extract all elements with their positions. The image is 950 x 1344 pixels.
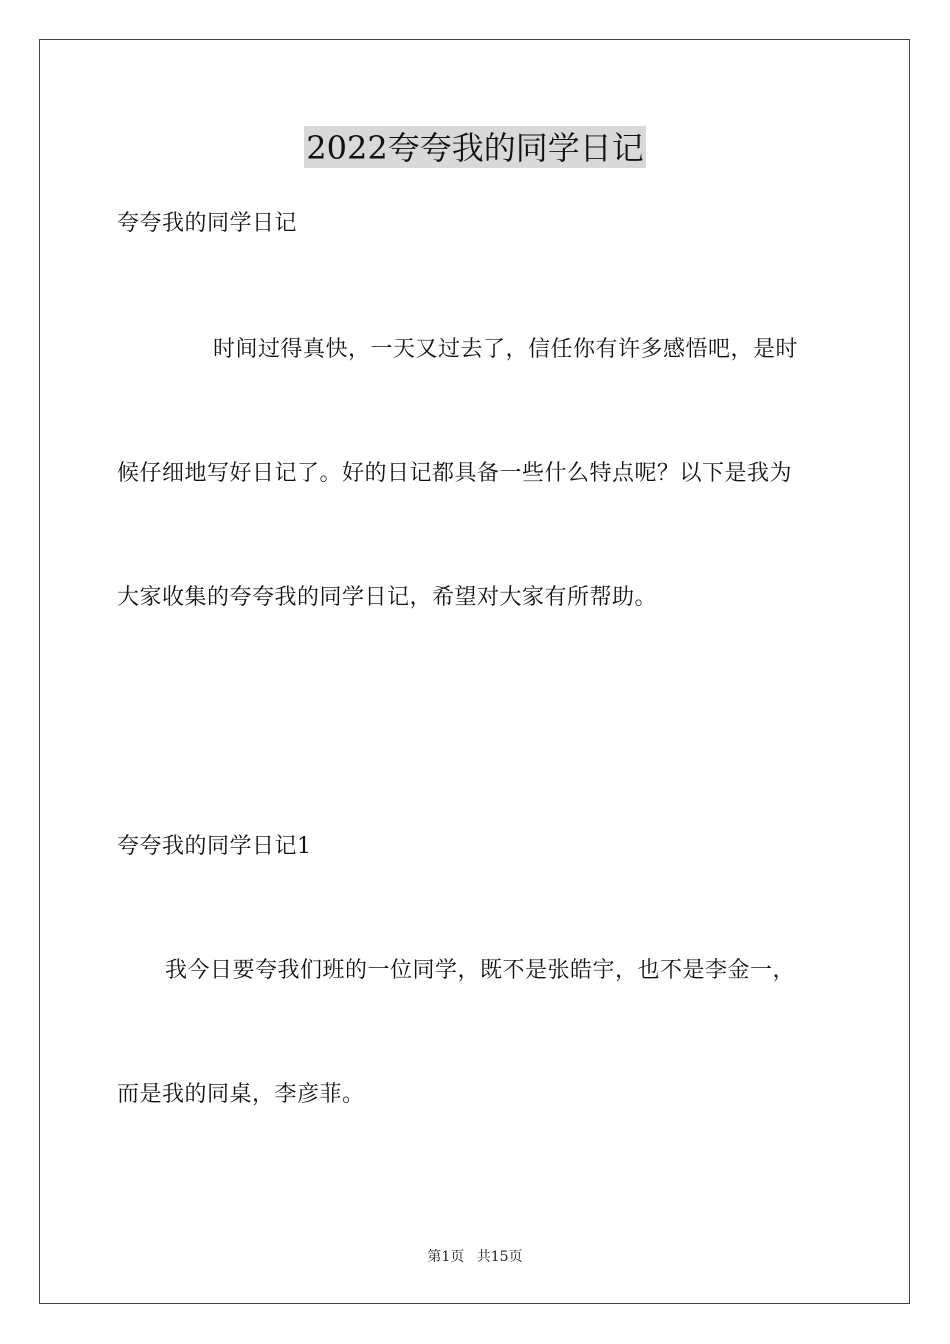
intro-line-3: 大家收集的夸夸我的同学日记，希望对大家有所帮助。: [117, 585, 658, 610]
document-title: [0, 126, 950, 168]
intro-line-1: 时间过得真快，一天又过去了，信任你有许多感悟吧，是时: [213, 337, 799, 362]
section-heading: 夸夸我的同学日记1: [117, 834, 312, 859]
intro-line-2: 候仔细地写好日记了。好的日记都具备一些什么特点呢？以下是我为: [117, 461, 793, 486]
page-number: 第1页: [427, 1249, 465, 1265]
page-footer: [0, 1248, 950, 1266]
body-line-1: 我今日要夸我们班的一位同学，既不是张皓宇，也不是李金一，: [165, 958, 796, 983]
document-subtitle: 夸夸我的同学日记: [117, 211, 298, 236]
document-title-text: 2022夸夸我的同学日记: [304, 126, 645, 168]
page-total: 共15页: [476, 1249, 523, 1265]
body-line-2: 而是我的同桌，李彦菲。: [117, 1082, 365, 1107]
